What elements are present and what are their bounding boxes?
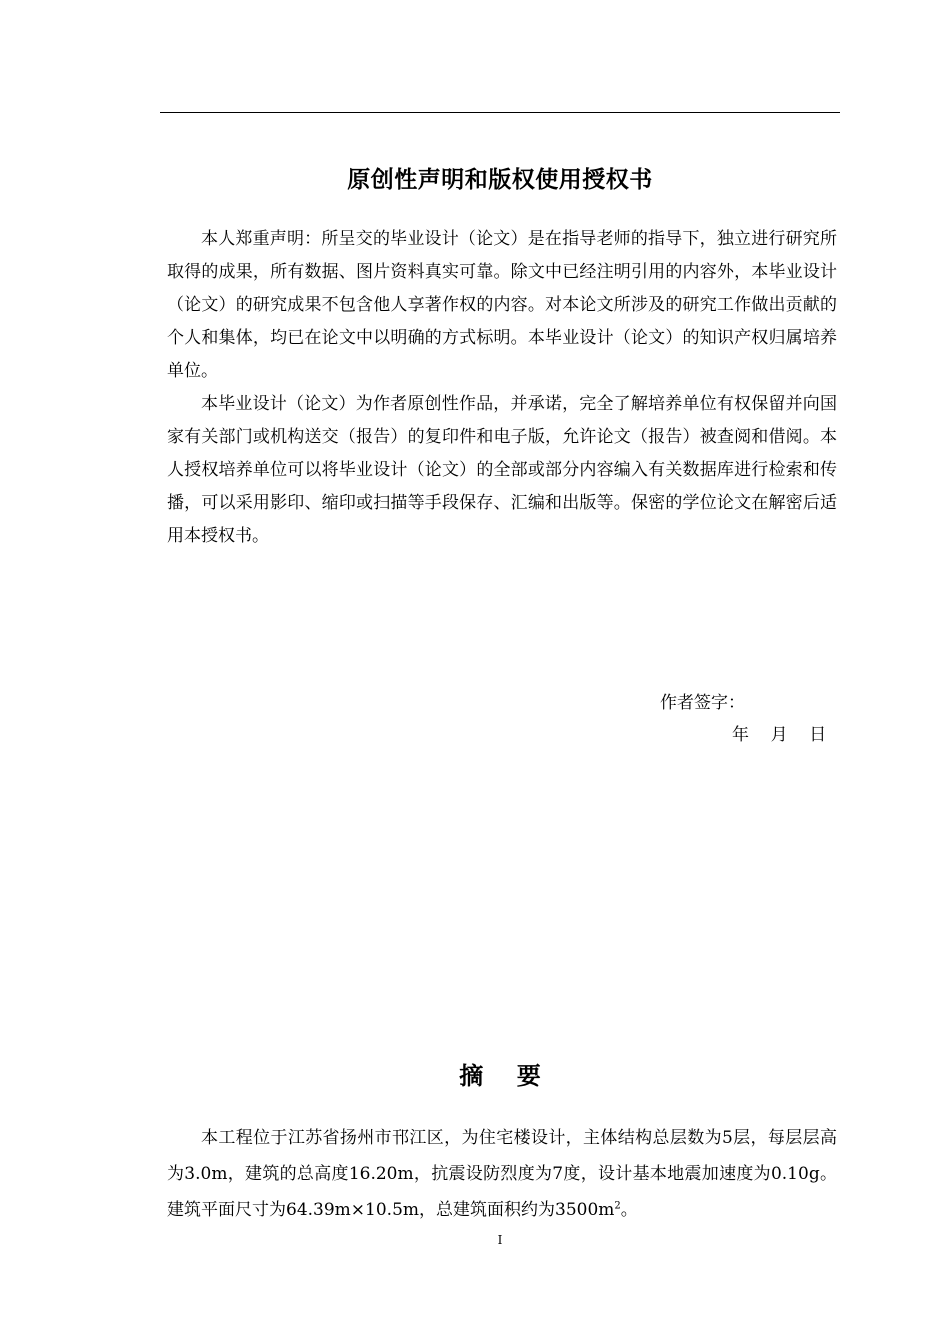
header-rule [160,112,840,113]
author-signature-label: 作者签字： [660,693,745,713]
area-unit-superscript: 2 [614,1200,621,1212]
declaration-paragraph-1: 本人郑重声明：所呈交的毕业设计（论文）是在指导老师的指导下，独立进行研究所取得的成果，所有数据、图片资料真实可靠。除文中已经注明引用的内容外，本毕业设计（论文）的研究成果不包含他人享著作权的内容。对本论文所涉及的研究工作做出贡献的个人和集体，均已在论文中以明确的方式标明。本毕业设计（论文）的知识产权归属培养单位。 [167,229,837,381]
declaration-paragraph-2: 本毕业设计（论文）为作者原创性作品，并承诺，完全了解培养单位有权保留并向国家有关部门或机构送交（报告）的复印件和电子版，允许论文（报告）被查阅和借阅。本人授权培养单位可以将毕业设计（论文）的全部或部分内容编入有关数据库进行检索和传播，可以采用影印、缩印或扫描等手段保存、汇编和出版等。保密的学位论文在解密后适用本授权书。 [167,394,837,546]
abstract-paragraph [167,1120,837,1228]
declaration-title: 原创性声明和版权使用授权书 [347,167,653,193]
abstract-title: 摘 要 [459,1062,541,1090]
abstract-text-end: 。 [620,1200,638,1220]
signature-date-label: 年 月 日 [732,725,827,745]
abstract-text: 本工程位于江苏省扬州市邗江区，为住宅楼设计，主体结构总层数为5层，每层层高为3.0m，建筑的总高度16.20m，抗震设防烈度为7度，设计基本地震加速度为0.10g。建筑平面尺寸为64.39m×10.5m，总建筑面积约为3500m [167,1128,837,1220]
page-number: I [497,1233,503,1247]
